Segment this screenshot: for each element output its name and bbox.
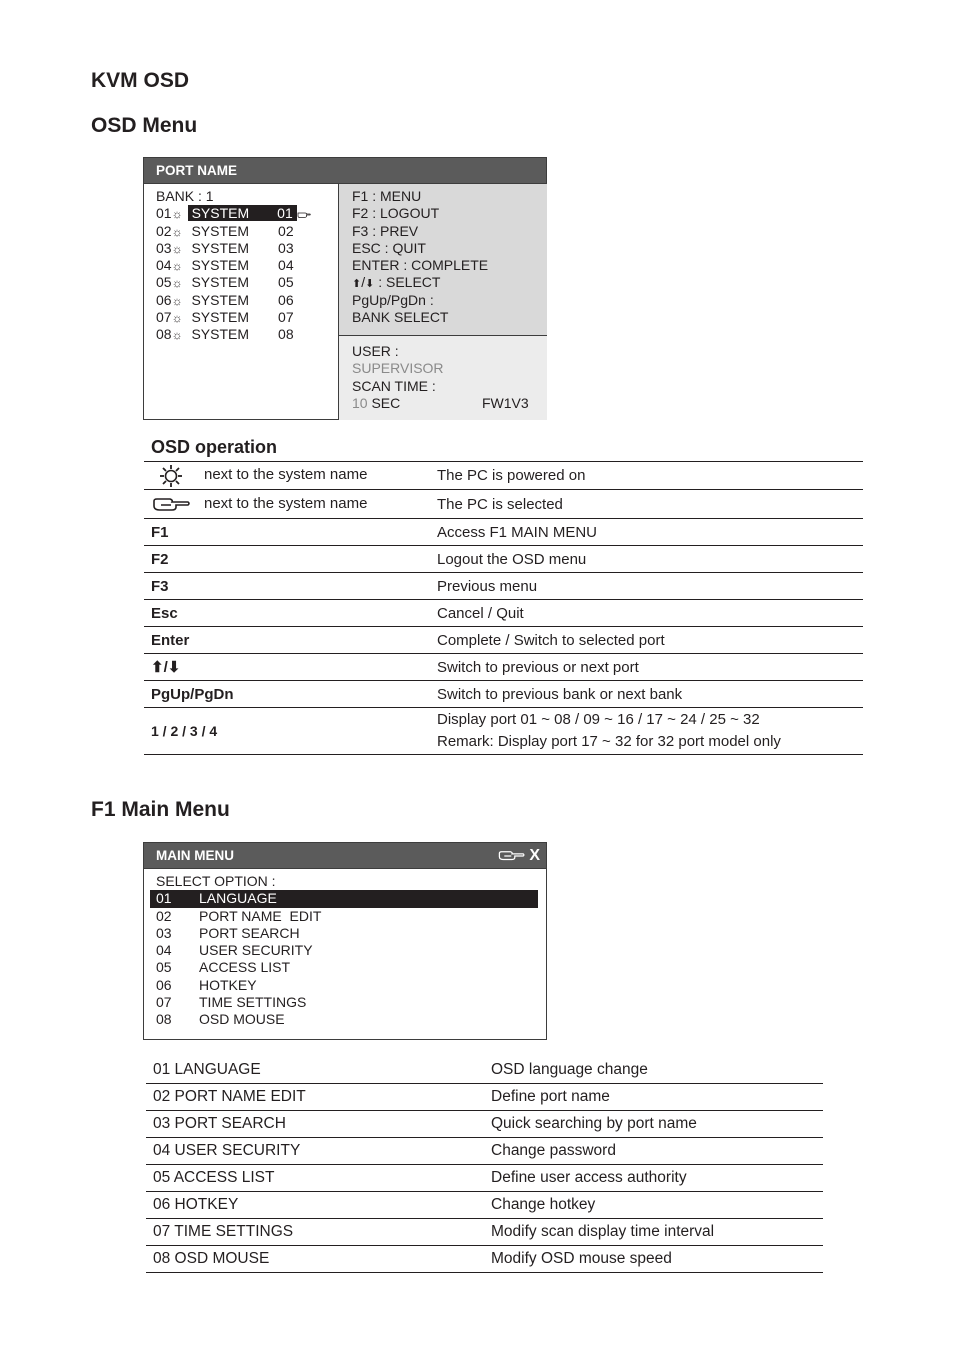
port-name-header: PORT NAME bbox=[144, 158, 546, 184]
menu-table-desc: Change password bbox=[491, 1137, 823, 1164]
operation-desc: next to the system name bbox=[204, 495, 368, 513]
port-number: 07 bbox=[156, 309, 172, 326]
operation-value: Switch to previous bank or next bank bbox=[437, 681, 863, 708]
operation-key: Enter bbox=[144, 627, 437, 654]
menu-table-desc: OSD language change bbox=[491, 1057, 823, 1083]
port-name: SYSTEM bbox=[191, 309, 250, 326]
port-id: 04 bbox=[278, 257, 294, 274]
table-row bbox=[146, 1245, 823, 1272]
port-row[interactable] bbox=[156, 257, 311, 274]
key-f2: F2 : LOGOUT bbox=[352, 205, 440, 222]
port-number: 06 bbox=[156, 291, 172, 308]
menu-table-item: 07 TIME SETTINGS bbox=[146, 1218, 491, 1245]
key-f1: F1 : MENU bbox=[352, 188, 422, 204]
key-esc: ESC : QUIT bbox=[352, 239, 426, 256]
menu-item-number: 02 bbox=[156, 907, 172, 924]
port-name: SYSTEM bbox=[191, 205, 250, 222]
operation-value: Complete / Switch to selected port bbox=[437, 627, 863, 654]
port-name: SYSTEM bbox=[191, 274, 250, 291]
operation-key: PgUp/PgDn bbox=[144, 681, 437, 708]
menu-item-port-name-edit[interactable] bbox=[156, 908, 544, 925]
port-id: 05 bbox=[278, 274, 294, 291]
table-row bbox=[146, 1218, 823, 1245]
port-name: SYSTEM bbox=[191, 239, 250, 256]
operation-desc: next to the system name bbox=[204, 466, 368, 484]
sun-icon bbox=[158, 466, 184, 483]
table-row bbox=[146, 1164, 823, 1191]
operation-key-cell bbox=[144, 490, 437, 519]
scan-time-value: 10 bbox=[352, 394, 368, 411]
menu-item-user-security[interactable] bbox=[156, 942, 544, 959]
key-arrows: ⬆/⬇ : SELECT bbox=[352, 274, 441, 291]
operation-key: F1 bbox=[144, 519, 437, 546]
section-title-kvm-osd: KVM OSD bbox=[91, 69, 190, 92]
table-row bbox=[144, 708, 863, 755]
menu-item-number: 06 bbox=[156, 976, 172, 993]
table-row bbox=[144, 519, 863, 546]
main-menu-title: MAIN MENU bbox=[156, 848, 234, 863]
key-enter: ENTER : COMPLETE bbox=[352, 257, 489, 274]
menu-item-access-list[interactable] bbox=[156, 959, 544, 976]
section-title-osd-menu: OSD Menu bbox=[91, 114, 198, 137]
main-menu-header bbox=[144, 843, 546, 869]
menu-item-label: ACCESS LIST bbox=[199, 959, 291, 976]
port-name: SYSTEM bbox=[191, 291, 250, 308]
menu-table-item: 02 PORT NAME EDIT bbox=[146, 1083, 491, 1110]
menu-item-label: PORT NAME EDIT bbox=[199, 907, 322, 924]
sun-icon: ☼ bbox=[171, 241, 183, 256]
operation-value: Cancel / Quit bbox=[437, 600, 863, 627]
key-legend bbox=[352, 188, 488, 326]
table-row bbox=[144, 681, 863, 708]
menu-options bbox=[156, 873, 544, 1029]
port-list bbox=[156, 188, 311, 344]
table-row bbox=[146, 1083, 823, 1110]
port-id: 02 bbox=[278, 222, 294, 239]
port-row[interactable] bbox=[156, 240, 311, 257]
bank-label: BANK : 1 bbox=[156, 188, 214, 204]
menu-table-item: 04 USER SECURITY bbox=[146, 1137, 491, 1164]
arrow-up-icon: ⬆ bbox=[352, 278, 362, 291]
menu-item-number: 03 bbox=[156, 924, 172, 941]
main-menu-screen bbox=[143, 842, 547, 1040]
select-option-prompt: SELECT OPTION : bbox=[156, 873, 276, 889]
menu-table-desc: Quick searching by port name bbox=[491, 1110, 823, 1137]
close-icon[interactable]: X bbox=[529, 847, 540, 864]
port-id: 07 bbox=[278, 309, 294, 326]
sun-icon: ☼ bbox=[171, 224, 183, 239]
operation-key: F3 bbox=[144, 573, 437, 600]
operation-key: Esc bbox=[144, 600, 437, 627]
menu-item-number: 05 bbox=[156, 959, 172, 976]
port-name: SYSTEM bbox=[191, 222, 250, 239]
key-f3: F3 : PREV bbox=[352, 222, 419, 239]
menu-item-label: TIME SETTINGS bbox=[199, 994, 307, 1011]
menu-item-label: HOTKEY bbox=[199, 976, 257, 993]
table-row bbox=[144, 600, 863, 627]
operation-value: The PC is powered on bbox=[437, 462, 863, 490]
port-name: SYSTEM bbox=[191, 257, 250, 274]
table-row bbox=[144, 490, 863, 519]
menu-item-number: 01 bbox=[156, 890, 172, 907]
menu-table-item: 01 LANGUAGE bbox=[146, 1057, 491, 1083]
operation-value: Logout the OSD menu bbox=[437, 546, 863, 573]
port-row[interactable] bbox=[156, 292, 311, 309]
table-row bbox=[144, 573, 863, 600]
menu-table-item: 06 HOTKEY bbox=[146, 1191, 491, 1218]
arrow-up-icon: ⬆ bbox=[151, 659, 164, 676]
table-row bbox=[146, 1057, 823, 1083]
menu-table-item: 05 ACCESS LIST bbox=[146, 1164, 491, 1191]
scan-time-label: SCAN TIME : bbox=[352, 377, 436, 394]
sun-icon: ☼ bbox=[171, 276, 183, 291]
operation-key: ⬆/⬇ bbox=[144, 654, 437, 681]
arrow-down-icon: ⬇ bbox=[167, 659, 181, 676]
pointing-hand-icon bbox=[152, 495, 192, 512]
menu-table-desc: Define user access authority bbox=[491, 1164, 823, 1191]
port-name-screen bbox=[143, 157, 547, 420]
operation-value: The PC is selected bbox=[437, 490, 863, 519]
sun-icon: ☼ bbox=[171, 311, 183, 326]
osd-operation-table bbox=[144, 461, 863, 755]
port-number: 04 bbox=[156, 257, 172, 274]
menu-table-item: 03 PORT SEARCH bbox=[146, 1110, 491, 1137]
menu-item-number: 07 bbox=[156, 994, 172, 1011]
port-id: 01 bbox=[277, 205, 293, 222]
sun-icon: ☼ bbox=[171, 259, 183, 274]
scan-time-unit: SEC bbox=[367, 394, 401, 411]
sun-icon: ☼ bbox=[171, 293, 183, 308]
table-row bbox=[144, 627, 863, 654]
port-row[interactable] bbox=[156, 223, 311, 240]
table-row bbox=[144, 546, 863, 573]
port-row[interactable] bbox=[156, 326, 311, 343]
status-info bbox=[352, 343, 529, 412]
operation-value-line: Display port 01 ~ 08 / 09 ~ 16 / 17 ~ 24 / 25 ~ 32 bbox=[437, 711, 760, 728]
port-number: 08 bbox=[156, 326, 172, 343]
port-number: 01 bbox=[156, 205, 172, 222]
operation-key: F2 bbox=[144, 546, 437, 573]
operation-remark: Remark: Display port 17 ~ 32 for 32 port model only bbox=[437, 733, 781, 750]
menu-item-label: OSD MOUSE bbox=[199, 1011, 285, 1028]
firmware-version: FW1V3 bbox=[482, 394, 529, 411]
menu-item-number: 04 bbox=[156, 942, 172, 959]
port-id: 03 bbox=[278, 239, 294, 256]
menu-item-label: LANGUAGE bbox=[199, 890, 277, 907]
key-pgup-pgdn: PgUp/PgDn : bbox=[352, 291, 434, 308]
port-row[interactable] bbox=[156, 309, 311, 326]
operation-key: 1 / 2 / 3 / 4 bbox=[144, 708, 437, 755]
port-id: 08 bbox=[278, 326, 294, 343]
user-value: SUPERVISOR bbox=[352, 360, 444, 377]
operation-key-cell bbox=[144, 462, 437, 490]
menu-table-item: 08 OSD MOUSE bbox=[146, 1245, 491, 1272]
scan-time-row bbox=[352, 394, 529, 412]
osd-operation-title: OSD operation bbox=[151, 437, 278, 457]
table-row bbox=[146, 1137, 823, 1164]
port-row[interactable] bbox=[156, 274, 311, 291]
operation-value: Access F1 MAIN MENU bbox=[437, 519, 863, 546]
menu-table-desc: Modify OSD mouse speed bbox=[491, 1245, 823, 1272]
menu-item-osd-mouse[interactable] bbox=[156, 1011, 544, 1028]
section-title-f1-main-menu: F1 Main Menu bbox=[91, 798, 230, 821]
port-number: 03 bbox=[156, 239, 172, 256]
menu-item-time-settings[interactable] bbox=[156, 994, 544, 1011]
menu-table-desc: Modify scan display time interval bbox=[491, 1218, 823, 1245]
user-label: USER : bbox=[352, 343, 399, 359]
port-name: SYSTEM bbox=[191, 326, 250, 343]
sun-icon: ☼ bbox=[171, 328, 183, 343]
sun-icon: ☼ bbox=[171, 207, 183, 222]
menu-item-hotkey[interactable] bbox=[156, 977, 544, 994]
menu-table-desc: Change hotkey bbox=[491, 1191, 823, 1218]
menu-item-port-search[interactable] bbox=[156, 925, 544, 942]
pointing-hand-icon bbox=[498, 848, 526, 863]
key-bank-select: BANK SELECT bbox=[352, 309, 449, 326]
operation-value: Switch to previous or next port bbox=[437, 654, 863, 681]
table-row bbox=[144, 462, 863, 490]
port-number: 05 bbox=[156, 274, 172, 291]
menu-table-desc: Define port name bbox=[491, 1083, 823, 1110]
table-row bbox=[146, 1191, 823, 1218]
menu-item-label: PORT SEARCH bbox=[199, 924, 300, 941]
key-arrows-label: : SELECT bbox=[374, 274, 441, 291]
port-row[interactable] bbox=[156, 205, 311, 222]
port-id: 06 bbox=[278, 291, 294, 308]
operation-value bbox=[437, 708, 863, 755]
operation-value: Previous menu bbox=[437, 573, 863, 600]
menu-item-language[interactable] bbox=[150, 890, 538, 907]
table-row bbox=[144, 654, 863, 681]
main-menu-table bbox=[146, 1057, 823, 1273]
table-row bbox=[146, 1110, 823, 1137]
header-controls bbox=[498, 843, 540, 869]
menu-item-label: USER SECURITY bbox=[199, 942, 313, 959]
port-number: 02 bbox=[156, 222, 172, 239]
menu-item-number: 08 bbox=[156, 1011, 172, 1028]
pointing-hand-icon bbox=[297, 205, 311, 221]
arrow-down-icon: ⬇ bbox=[365, 278, 375, 291]
